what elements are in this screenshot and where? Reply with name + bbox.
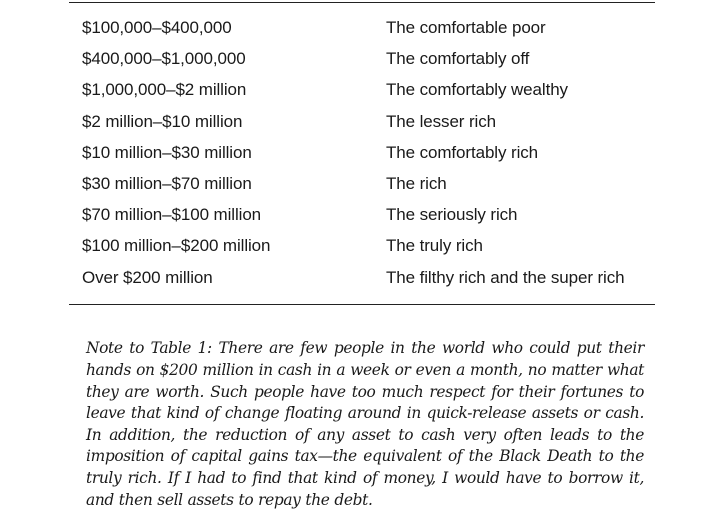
table-row [69,235,655,266]
category-label-cell: The seriously rich [386,205,518,225]
table-note: Note to Table 1: There are few people in the world who could put their hands on $200 million in cash in a week or even a month, no matter what they are worth. Such people have too much respect for their fortunes to leave that kind of change floating around in quick-release assets or cash. In addition, the reduction of any asset to cash very often leads to the imposition of capital gains tax—the equivalent of the Black Death to the truly rich. If I had to find that kind of money, I would have to borrow it, and then sell assets to repay the debt. [86,339,644,509]
category-label-cell: The filthy rich and the super rich [386,267,625,287]
category-label-cell: The comfortably wealthy [386,80,568,100]
wealth-range-cell: Over $200 million [82,267,213,287]
wealth-range-cell: $1,000,000–$2 million [82,80,247,100]
table-row [69,79,655,110]
wealth-range-cell: $100 million–$200 million [82,236,271,256]
wealth-categories-table [69,2,655,305]
table-row [69,48,655,79]
category-label-cell: The comfortably off [386,49,530,69]
category-label-cell: The comfortable poor [386,18,546,37]
wealth-range-cell: $30 million–$70 million [82,173,252,193]
table-row [69,267,655,298]
wealth-range-cell: $100,000–$400,000 [82,18,232,37]
wealth-range-cell: $70 million–$100 million [82,205,262,225]
table-row [69,142,655,173]
table-row [69,17,655,48]
category-label-cell: The lesser rich [386,111,496,131]
wealth-range-cell: $400,000–$1,000,000 [82,49,246,69]
table-row [69,204,655,235]
table-row [69,173,655,204]
category-label-cell: The comfortably rich [386,142,538,162]
wealth-range-cell: $10 million–$30 million [82,142,252,162]
table-row [69,111,655,142]
wealth-range-cell: $2 million–$10 million [82,111,243,131]
category-label-cell: The rich [386,173,447,193]
category-label-cell: The truly rich [386,236,483,256]
